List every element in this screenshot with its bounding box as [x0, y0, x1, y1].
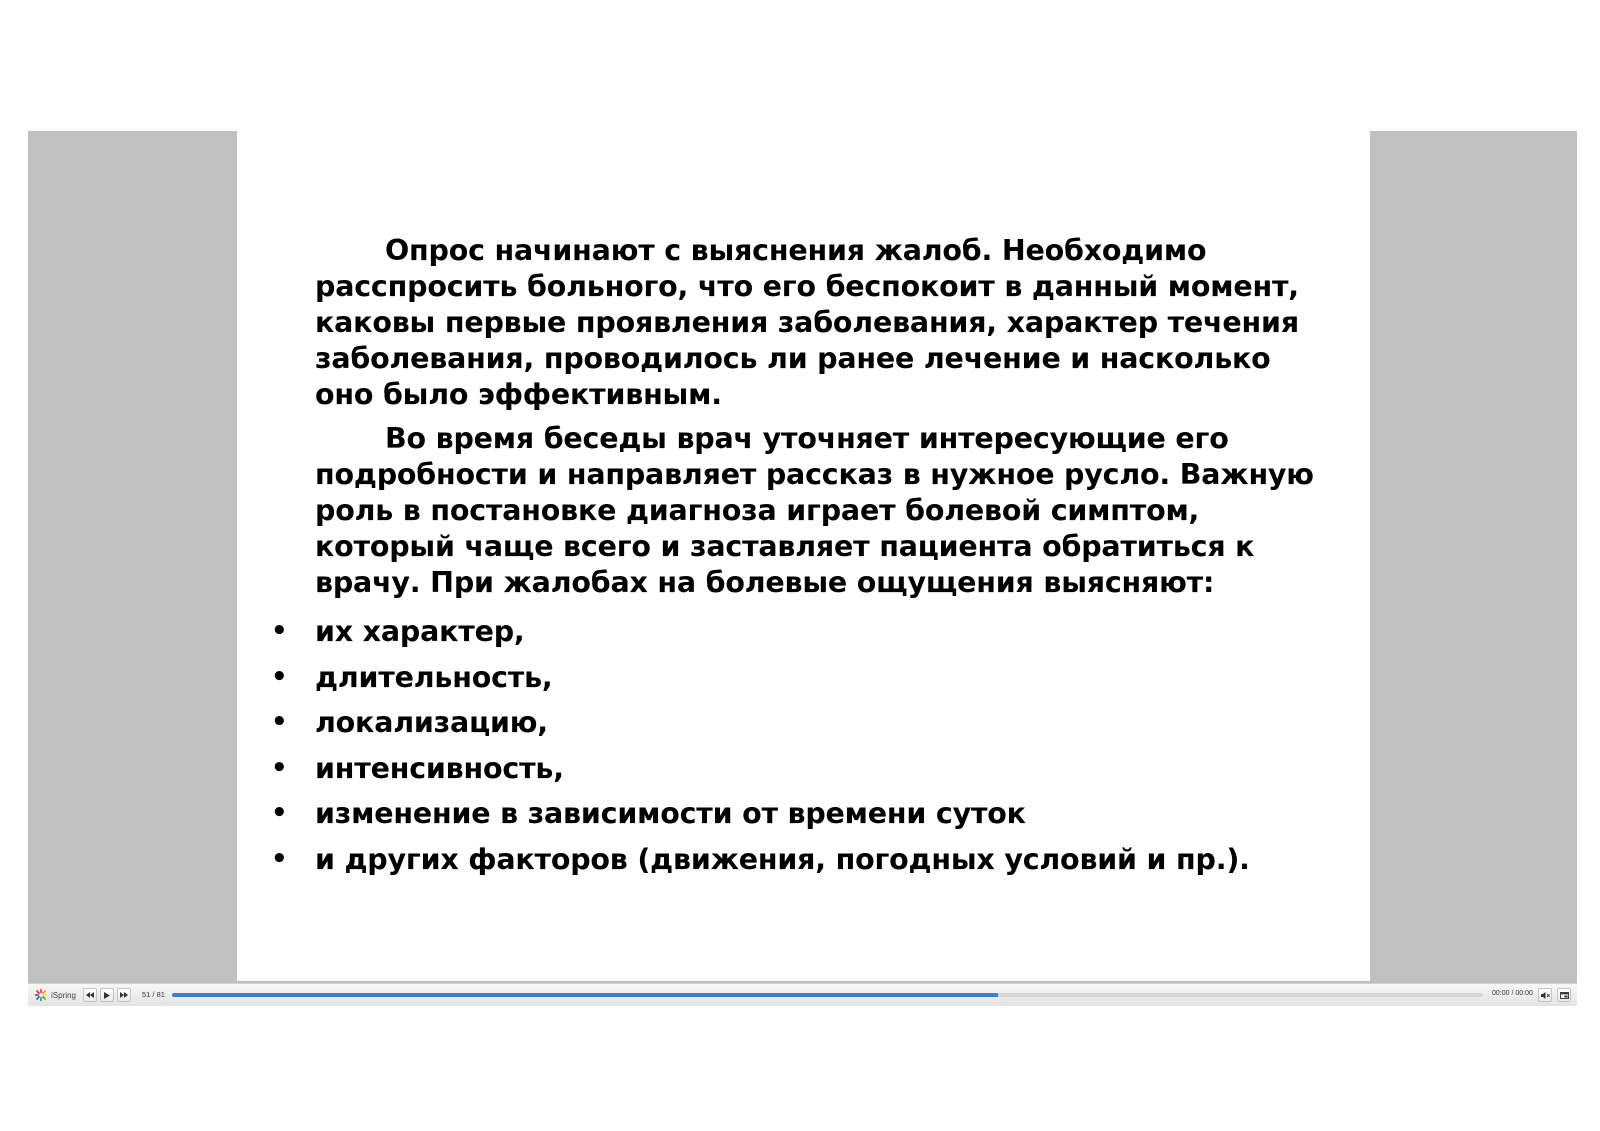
- progress-bar[interactable]: [172, 993, 1483, 997]
- ispring-logo[interactable]: [34, 988, 76, 1002]
- bullet-text: их характер,: [315, 615, 525, 648]
- bullet-text: интенсивность,: [315, 751, 564, 785]
- bullet-item: [271, 791, 1331, 837]
- ispring-logo-icon: [34, 988, 48, 1002]
- fast-forward-icon: [120, 992, 128, 998]
- slide-paragraph: Опрос начинают с выяснения жалоб. Необходимо расспросить больного, что его беспокоит в данный момент, каковы первые проявления заболевания, характер течения заболевания, проводилось ли ранее лечение и насколько оно было эффективным.: [315, 234, 1299, 411]
- fullscreen-button[interactable]: [1557, 988, 1571, 1002]
- bullet-icon: •: [271, 661, 288, 692]
- volume-icon: [1541, 992, 1550, 999]
- slide: [237, 131, 1370, 981]
- slide-paragraph: Во время беседы врач уточняет интересующие его подробности и направляет рассказ в нужное русло. Важную роль в постановке диагноза играет болевой симптом, который чаще всего и заставляет пациента обратиться к врачу. При жалобах на болевые ощущения выясняют:: [315, 422, 1314, 599]
- bullet-item: [271, 700, 1331, 746]
- bullet-item: [271, 746, 1331, 792]
- next-slide-button[interactable]: [117, 988, 131, 1002]
- rewind-icon: [86, 992, 94, 998]
- bullet-icon: •: [271, 616, 288, 646]
- bullet-icon: •: [271, 798, 288, 828]
- fullscreen-icon: [1560, 992, 1569, 999]
- slide-counter: 51 / 81: [142, 990, 165, 999]
- bullet-item: [271, 837, 1331, 883]
- previous-slide-button[interactable]: [83, 988, 97, 1002]
- progress-fill: [172, 993, 998, 997]
- bullet-item: [271, 655, 1331, 701]
- volume-button[interactable]: [1538, 988, 1552, 1002]
- bullet-icon: •: [271, 707, 288, 737]
- bullet-list: [271, 609, 1331, 882]
- bullet-text: и других факторов (движения, погодных условий и пр.).: [315, 842, 1250, 876]
- bullet-text: изменение в зависимости от времени суток: [315, 797, 1026, 830]
- bullet-item: [271, 609, 1331, 655]
- bullet-text: длительность,: [315, 660, 553, 694]
- play-icon: [104, 992, 110, 999]
- slide-content: [271, 233, 1331, 882]
- bullet-icon: •: [271, 843, 288, 874]
- play-button[interactable]: [100, 988, 114, 1002]
- presentation-player: [28, 131, 1577, 1006]
- ispring-logo-text: iSpring: [51, 990, 76, 1000]
- time-readout: 00:00 / 00:00: [1492, 990, 1533, 997]
- bullet-icon: •: [271, 752, 288, 783]
- bullet-text: локализацию,: [315, 706, 548, 739]
- player-control-bar: [28, 983, 1577, 1006]
